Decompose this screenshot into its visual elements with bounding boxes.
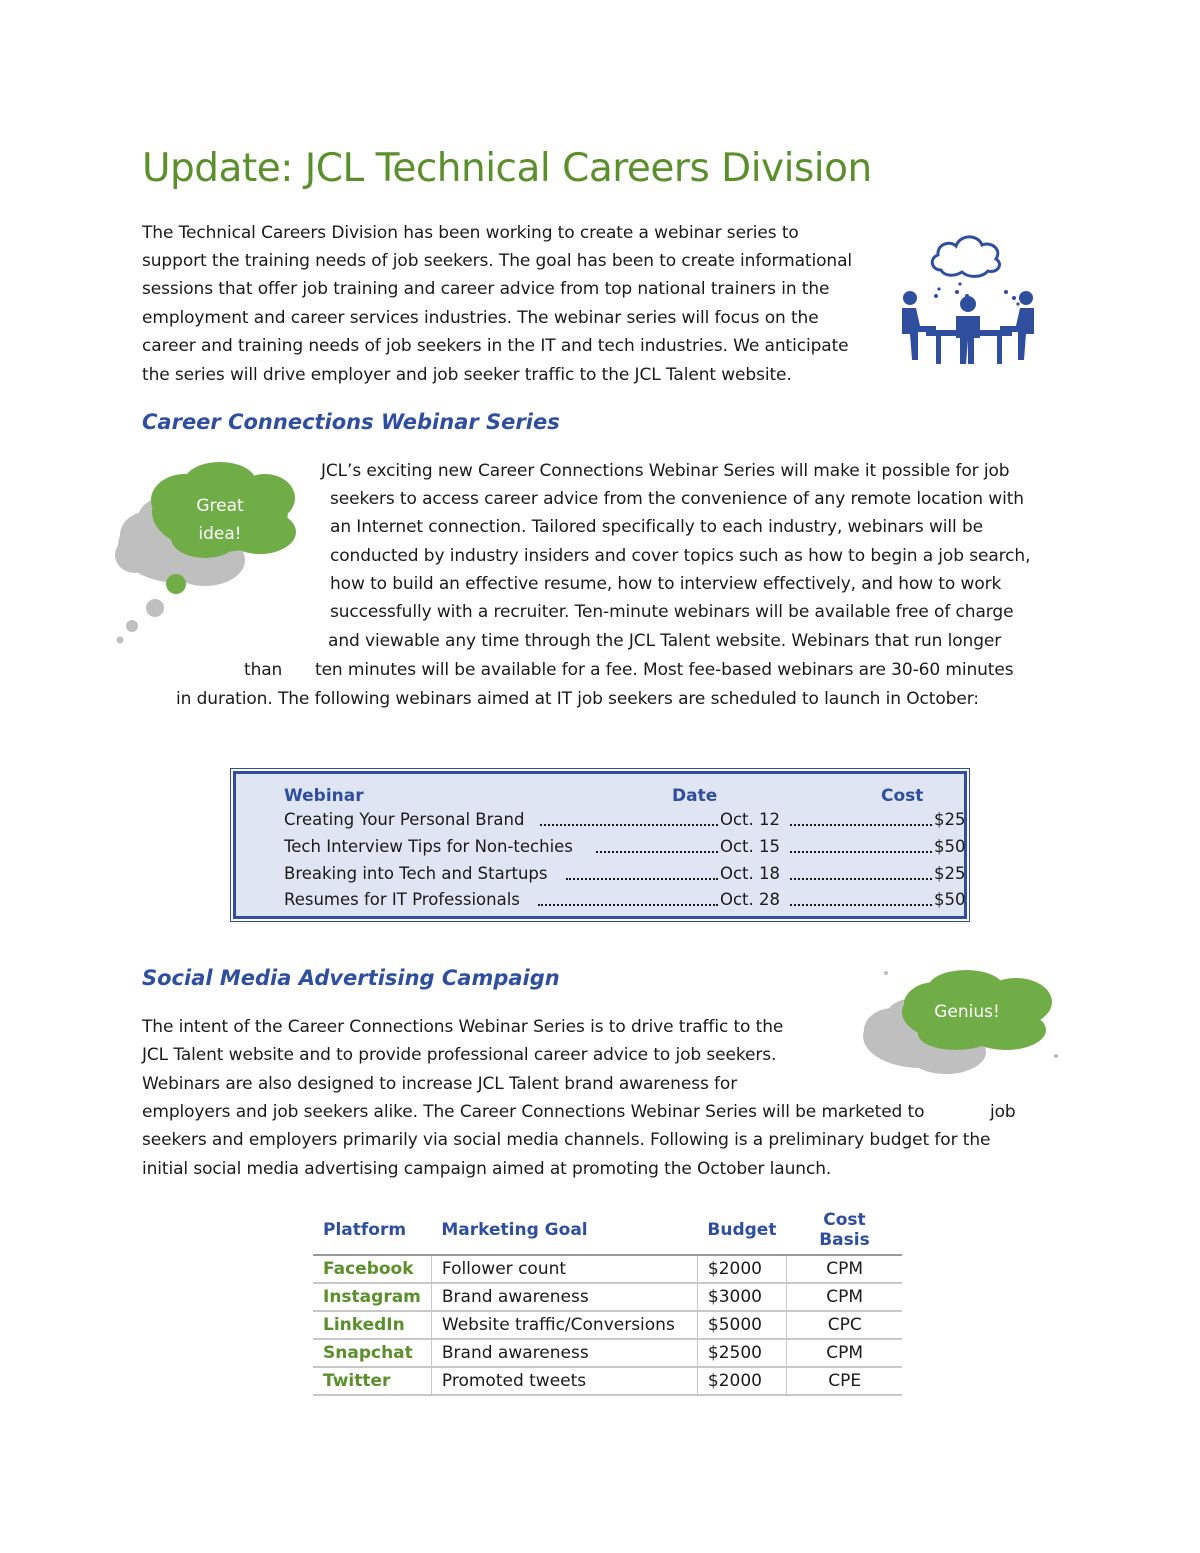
table-row: [313, 1339, 902, 1367]
table-row: [284, 837, 966, 861]
column-header-webinar: Webinar: [284, 786, 364, 806]
table-row: [284, 890, 966, 914]
table-header-row: [313, 1208, 902, 1255]
great-idea-callout: [110, 460, 310, 645]
webinar-cost: $25: [934, 864, 966, 883]
section-heading-webinar-series: Career Connections Webinar Series: [142, 410, 560, 434]
table-row: [313, 1255, 902, 1283]
platform-cell: LinkedIn: [313, 1311, 431, 1339]
table-row: [313, 1283, 902, 1311]
webinar-title: Breaking into Tech and Startups: [284, 864, 548, 883]
intro-line: career and training needs of job seekers in the IT and tech industries. We anticipate: [142, 336, 849, 356]
platform-cell: Facebook: [313, 1255, 431, 1283]
intro-line: support the training needs of job seekers. The goal has been to create informational: [142, 251, 853, 271]
body-line: employers and job seekers alike. The Career Connections Webinar Series will be marketed to: [142, 1102, 925, 1122]
body-line: ten minutes will be available for a fee. Most fee-based webinars are 30-60 minutes: [315, 660, 1014, 680]
webinar-date: Oct. 12: [720, 810, 781, 829]
dot-leader: [790, 904, 932, 906]
webinar-cost: $50: [934, 890, 966, 909]
dot-leader: [596, 851, 718, 853]
body-line: in duration. The following webinars aimed at IT job seekers are scheduled to launch in October:: [176, 689, 979, 709]
intro-line: sessions that offer job training and career advice from top national trainers in the: [142, 279, 830, 299]
campaign-budget-table: [313, 1208, 902, 1396]
body-line: JCL Talent website and to provide professional career advice to job seekers.: [142, 1045, 777, 1065]
great-idea-label: [178, 492, 262, 548]
budget-cell: $2000: [697, 1255, 786, 1283]
cost-basis-cell: CPM: [786, 1339, 902, 1367]
column-header-cost-basis: Cost Basis: [786, 1208, 902, 1255]
table-row: [284, 810, 966, 834]
budget-cell: $3000: [697, 1283, 786, 1311]
column-header-cost: Cost: [881, 786, 924, 806]
body-line: seekers to access career advice from the convenience of any remote location with: [330, 489, 1024, 509]
callout-text: Great: [196, 496, 244, 516]
table-row: [313, 1367, 902, 1395]
column-header-budget: Budget: [697, 1208, 786, 1255]
webinar-schedule-table: [233, 771, 967, 919]
webinar-date: Oct. 15: [720, 837, 781, 856]
body-line: JCL’s exciting new Career Connections Webinar Series will make it possible for job: [321, 461, 1010, 481]
body-line: Webinars are also designed to increase JCL Talent brand awareness for: [142, 1074, 738, 1094]
budget-cell: $2500: [697, 1339, 786, 1367]
table-row: [313, 1311, 902, 1339]
section-heading-social-media: Social Media Advertising Campaign: [142, 966, 560, 990]
intro-line: The Technical Careers Division has been working to create a webinar series to: [142, 223, 799, 243]
callout-text: idea!: [198, 524, 242, 544]
body-line: job: [990, 1102, 1016, 1122]
body-line: how to build an effective resume, how to interview effectively, and how to work: [330, 574, 1002, 594]
dot-leader: [540, 824, 718, 826]
column-header-date: Date: [672, 786, 718, 806]
cost-basis-cell: CPM: [786, 1283, 902, 1311]
page-title: Update: JCL Technical Careers Division: [142, 146, 872, 191]
table-row: [284, 864, 966, 888]
genius-label: Genius!: [934, 1002, 1000, 1022]
dot-leader: [566, 878, 718, 880]
webinar-date: Oct. 18: [720, 864, 781, 883]
column-header-goal: Marketing Goal: [431, 1208, 697, 1255]
platform-cell: Twitter: [313, 1367, 431, 1395]
webinar-title: Resumes for IT Professionals: [284, 890, 520, 909]
webinar-cost: $25: [934, 810, 966, 829]
body-line: than: [244, 660, 283, 680]
cost-basis-cell: CPC: [786, 1311, 902, 1339]
dot-leader: [790, 878, 932, 880]
body-line: and viewable any time through the JCL Talent website. Webinars that run longer: [328, 631, 1002, 651]
dot-leader: [538, 904, 718, 906]
webinar-title: Creating Your Personal Brand: [284, 810, 525, 829]
body-line: The intent of the Career Connections Webinar Series is to drive traffic to the: [142, 1017, 784, 1037]
body-line: conducted by industry insiders and cover topics such as how to begin a job search,: [330, 546, 1031, 566]
webinar-date: Oct. 28: [720, 890, 781, 909]
goal-cell: Brand awareness: [431, 1283, 697, 1311]
body-line: an Internet connection. Tailored specifically to each industry, webinars will be: [330, 517, 984, 537]
goal-cell: Website traffic/Conversions: [431, 1311, 697, 1339]
webinar-title: Tech Interview Tips for Non-techies: [284, 837, 573, 856]
cost-basis-cell: CPE: [786, 1367, 902, 1395]
dot-leader: [790, 824, 932, 826]
thought-cloud-icon: [932, 237, 999, 277]
budget-cell: $2000: [697, 1367, 786, 1395]
webinar-cost: $50: [934, 837, 966, 856]
intro-line: employment and career services industries. The webinar series will focus on the: [142, 308, 819, 328]
platform-cell: Instagram: [313, 1283, 431, 1311]
goal-cell: Follower count: [431, 1255, 697, 1283]
team-meeting-icon: [896, 226, 1041, 366]
platform-cell: Snapchat: [313, 1339, 431, 1367]
dot-leader: [790, 851, 932, 853]
body-line: initial social media advertising campaign aimed at promoting the October launch.: [142, 1159, 832, 1179]
goal-cell: Brand awareness: [431, 1339, 697, 1367]
budget-cell: $5000: [697, 1311, 786, 1339]
intro-line: the series will drive employer and job seeker traffic to the JCL Talent website.: [142, 365, 792, 385]
cost-basis-cell: CPM: [786, 1255, 902, 1283]
body-line: successfully with a recruiter. Ten-minute webinars will be available free of charge: [330, 602, 1014, 622]
body-line: seekers and employers primarily via social media channels. Following is a preliminary budget for the: [142, 1130, 991, 1150]
column-header-platform: Platform: [313, 1208, 431, 1255]
goal-cell: Promoted tweets: [431, 1367, 697, 1395]
